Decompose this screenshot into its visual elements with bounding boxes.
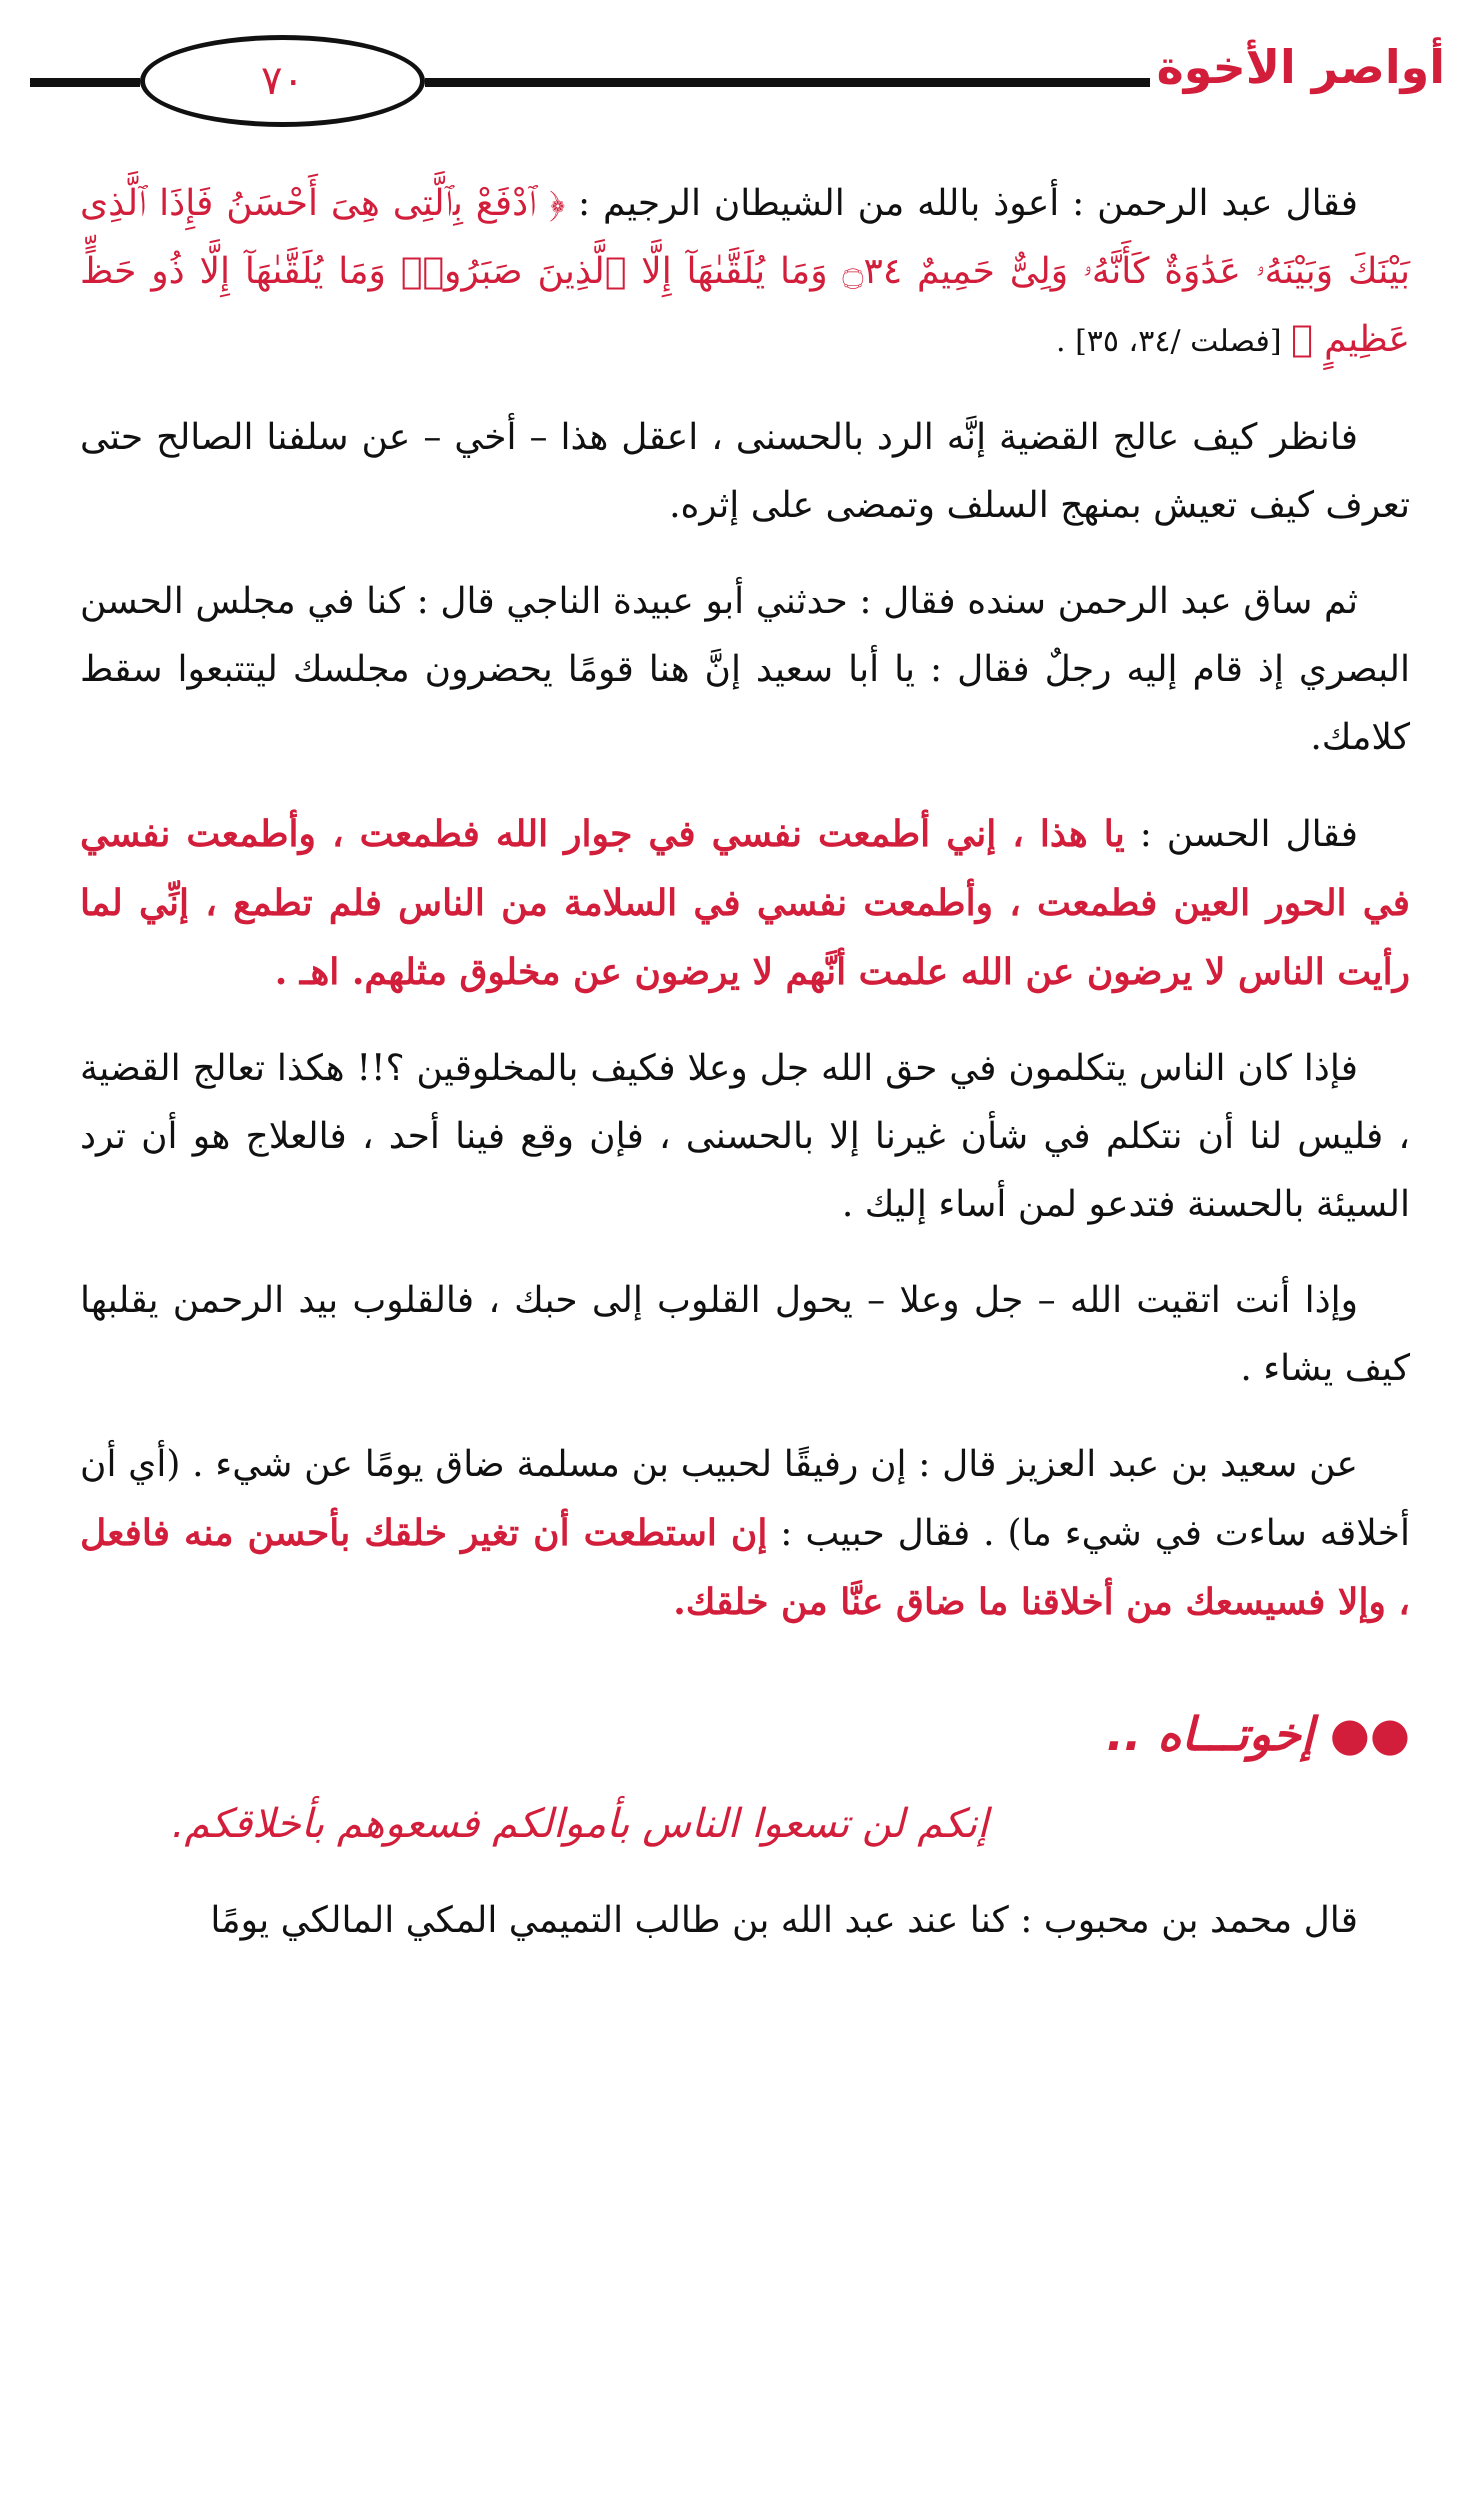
page-header: [30, 30, 1445, 130]
highlighted-quote: يا هذا ، إني أطمعت نفسي في جوار الله فطمعت ، وأطمعت نفسي في الحور العين فطمعت ، وأطمعت نفسي في السلامة من الناس فلم تطمع ، إنِّي لما رأيت الناس لا يرضون عن الله علمت أنَّهم لا يرضون عن مخلوق مثلهم. اهـ .: [80, 813, 1410, 993]
bullet-dots-icon: ●●: [1329, 1707, 1410, 1761]
page-number: ٧٠: [261, 58, 304, 104]
paragraph: قال محمد بن محبوب : كنا عند عبد الله بن طالب التميمي المكي المالكي يومًا: [210, 1900, 1358, 1941]
section-heading-text: إخوتـــاه ..: [1106, 1707, 1314, 1761]
running-title: أواصر الأخوة: [1156, 40, 1445, 94]
page-body: [80, 170, 1410, 1983]
paragraph: فانظر كيف عالج القضية إنَّه الرد بالحسنى ، اعقل هذا – أخي – عن سلفنا الصالح حتى تعرف كيف تعيش بمنهج السلف وتمضى على إثره.: [80, 417, 1410, 526]
section-slogan: إنكم لن تسعوا الناس بأموالكم فسعوهم بأخلاقكم.: [171, 1801, 989, 1847]
header-rule-right: [425, 78, 1150, 87]
paragraph: فإذا كان الناس يتكلمون في حق الله جل وعلا فكيف بالمخلوقين ؟!! هكذا تعالج القضية ، فليس لنا أن نتكلم في شأن غيرنا إلا بالحسنى ، فإن وقع فينا أحد ، فالعلاج هو أن ترد السيئة بالحسنة فتدعو لمن أساء إليك .: [80, 1048, 1410, 1225]
section-heading: [80, 1707, 1410, 1761]
highlighted-quote: إن استطعت أن تغير خلقك بأحسن منه فافعل ، وإلا فسيسعك من أخلاقنا ما ضاق عنَّا من خلقك.: [80, 1512, 1410, 1623]
verse-citation: [فصلت /٣٤، ٣٥] .: [1056, 324, 1292, 359]
paragraph-text: فقال الحسن :: [1124, 814, 1359, 855]
page-number-oval: [140, 35, 425, 127]
paragraph-text: عن سعيد بن عبد العزيز قال : إن رفيقًا لحبيب بن مسلمة ضاق يومًا عن شيء . (أي أن أخلاقه ساءت في شيء ما) . فقال حبيب :: [80, 1444, 1411, 1554]
paragraph-hasan-quote: [80, 800, 1410, 1007]
paragraph: ثم ساق عبد الرحمن سنده فقال : حدثني أبو عبيدة الناجي قال : كنا في مجلس الحسن البصري إذ قام إليه رجلٌ فقال : يا أبا سعيد إنَّ هنا قومًا يحضرون مجلسك ليتتبعوا سقط كلامك.: [80, 581, 1410, 758]
quran-verse: ﴿ ٱدْفَعْ بِٱلَّتِى هِىَ أَحْسَنُ فَإِذَا ٱلَّذِى بَيْنَكَ وَبَيْنَهُۥ عَدَٰوَةٌ كَأَنَّهُۥ وَلِىٌّ حَمِيمٌ ۝٣٤ وَمَا يُلَقَّىٰهَآ إِلَّا ٱلَّذِينَ صَبَرُوا۟ وَمَا يُلَقَّىٰهَآ إِلَّا ذُو حَظٍّ عَظِيمٍ ﴾: [80, 183, 1410, 360]
paragraph-quran: [80, 170, 1410, 376]
paragraph-text: فقال عبد الرحمن : أعوذ بالله من الشيطان الرجيم :: [565, 183, 1358, 224]
paragraph-habib-quote: [80, 1431, 1410, 1637]
header-rule-left: [30, 78, 140, 87]
paragraph: وإذا أنت اتقيت الله – جل وعلا – يحول القلوب إلى حبك ، فالقلوب بيد الرحمن يقلبها كيف يشاء .: [80, 1280, 1410, 1389]
